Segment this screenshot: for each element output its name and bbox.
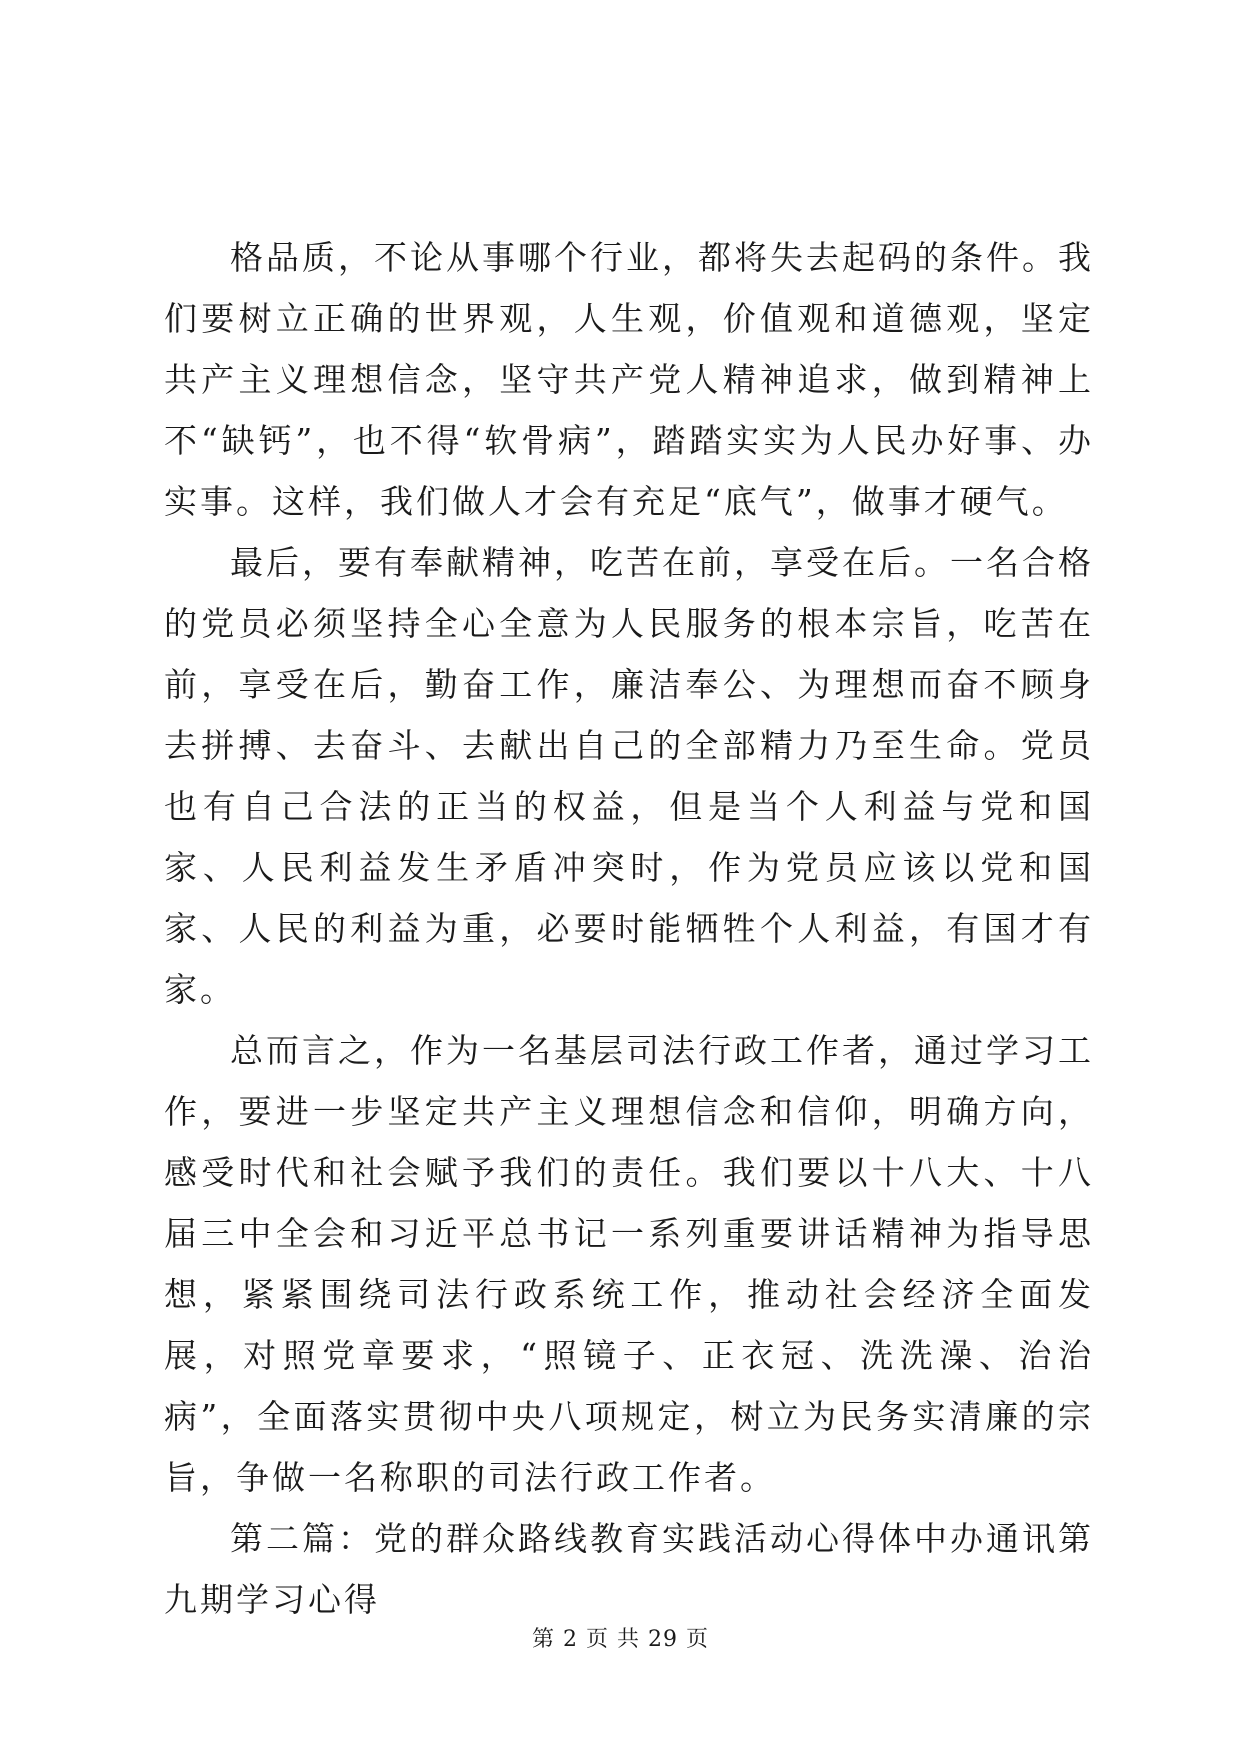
paragraph-2: 最后，要有奉献精神，吃苦在前，享受在后。一名合格的党员必须坚持全心全意为人民服务的根本宗旨，吃苦在前，享受在后，勤奋工作，廉洁奉公、为理想而奋不顾身去拼搏、去奋斗、去献出自己的全部精力乃至生命。党员也有自己合法的正当的权益，但是当个人利益与党和国家、人民利益发生矛盾冲突时，作为党员应该以党和国家、人民的利益为重，必要时能牺牲个人利益，有国才有家。 — [164, 543, 1094, 1009]
page-footer: 第 2 页 共 29 页 — [532, 1627, 709, 1652]
section-heading: 第二篇：党的群众路线教育实践活动心得体中办通讯第九期学习心得 — [164, 1519, 1094, 1619]
document-body — [164, 227, 1094, 1630]
paragraph-3: 总而言之，作为一名基层司法行政工作者，通过学习工作，要进一步坚定共产主义理想信念和信仰，明确方向，感受时代和社会赋予我们的责任。我们要以十八大、十八届三中全会和习近平总书记一系列重要讲话精神为指导思想，紧紧围绕司法行政系统工作，推动社会经济全面发展，对照党章要求，“照镜子、正衣冠、洗洗澡、治治病”，全面落实贯彻中央八项规定，树立为民务实清廉的宗旨，争做一名称职的司法行政工作者。 — [164, 1031, 1094, 1497]
paragraph-1: 格品质，不论从事哪个行业，都将失去起码的条件。我们要树立正确的世界观，人生观，价值观和道德观，坚定共产主义理想信念，坚守共产党人精神追求，做到精神上不“缺钙”，也不得“软骨病”，踏踏实实为人民办好事、办实事。这样，我们做人才会有充足“底气”，做事才硬气。 — [164, 238, 1094, 521]
